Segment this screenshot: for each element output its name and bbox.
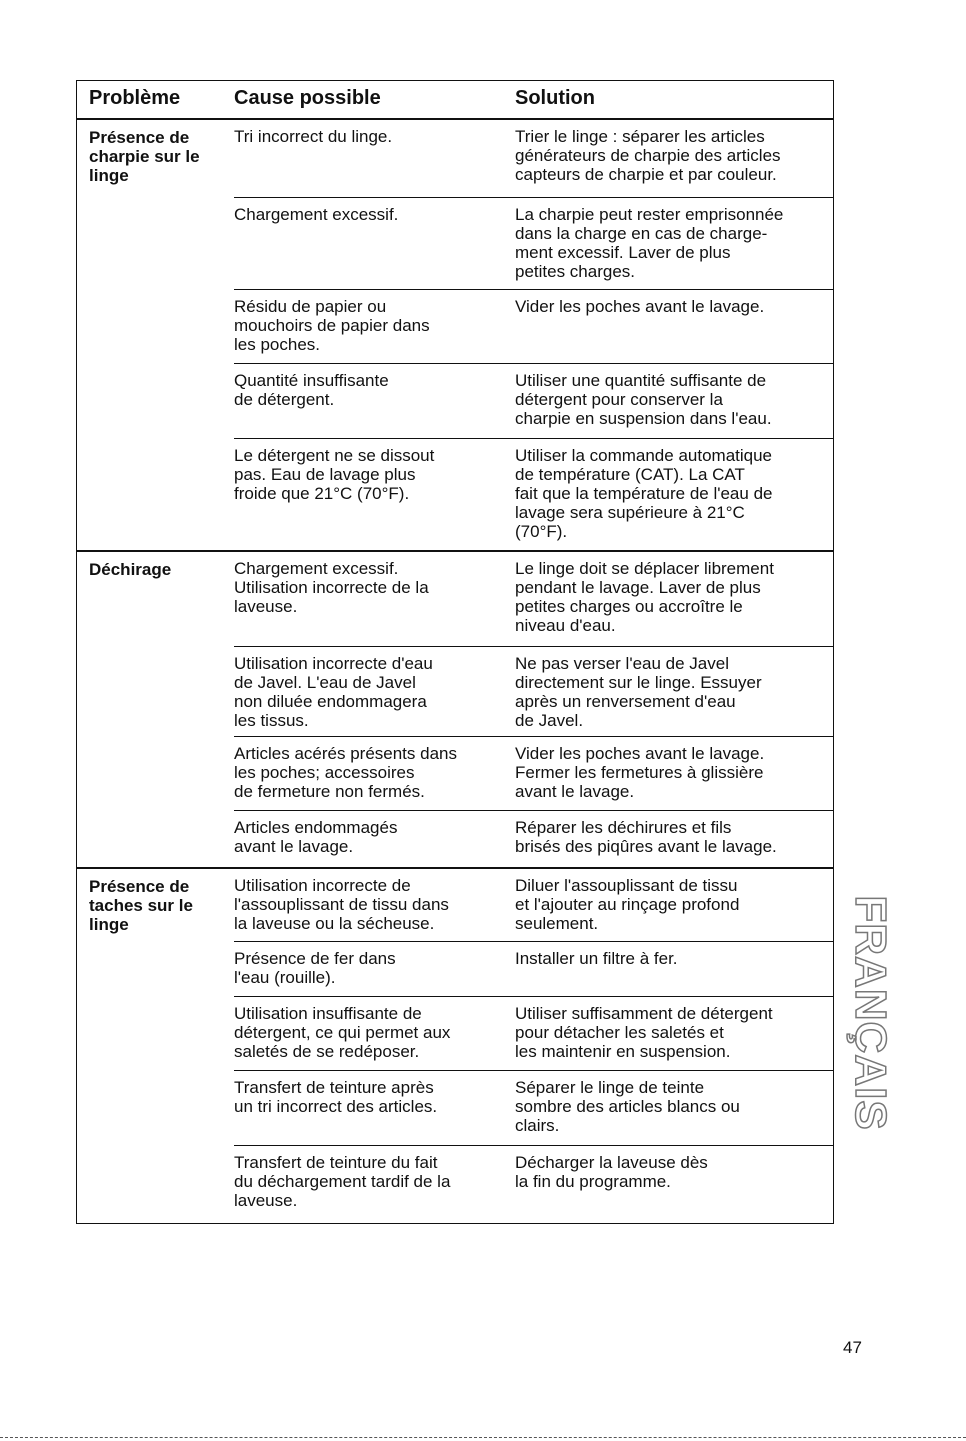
- problem-label: Déchirage: [89, 560, 172, 579]
- table-row: [234, 736, 834, 810]
- table-row: [234, 197, 834, 289]
- table-row: [234, 1070, 834, 1145]
- section-dechirage: [77, 552, 833, 869]
- table-row: [234, 1145, 834, 1223]
- table-header: [77, 81, 833, 120]
- cause-cell: Transfert de teinture du fait du déchargement tardif de la laveuse.: [234, 1153, 451, 1210]
- problem-label: Présence de charpie sur le linge: [89, 128, 200, 185]
- cause-cell: Articles endommagés avant le lavage.: [234, 818, 398, 856]
- solution-cell: Vider les poches avant le lavage. Fermer les fermetures à glissière avant le lavage.: [515, 744, 765, 801]
- solution-cell: Réparer les déchirures et fils brisés des piqûres avant le lavage.: [515, 818, 777, 856]
- cause-cell: Articles acérés présents dans les poches; accessoires de fermeture non fermés.: [234, 744, 457, 801]
- table-row: [234, 363, 834, 438]
- table-row: [234, 646, 834, 736]
- bottom-rule: [0, 1437, 966, 1438]
- language-side-label: [836, 887, 904, 1139]
- table-row: [234, 996, 834, 1070]
- solution-cell: Vider les poches avant le lavage.: [515, 297, 765, 316]
- cause-cell: Utilisation insuffisante de détergent, ce qui permet aux saletés de se redéposer.: [234, 1004, 451, 1061]
- solution-cell: Séparer le linge de teinte sombre des articles blancs ou clairs.: [515, 1078, 740, 1135]
- table-row: [234, 869, 834, 941]
- table-row: [234, 120, 834, 197]
- cause-cell: Quantité insuffisante de détergent.: [234, 371, 389, 409]
- solution-cell: Utiliser une quantité suffisante de détergent pour conserver la charpie en suspension dans l'eau.: [515, 371, 772, 428]
- table-row: [234, 438, 834, 550]
- table-row: [234, 289, 834, 363]
- cause-cell: Le détergent ne se dissout pas. Eau de lavage plus froide que 21°C (70°F).: [234, 446, 435, 503]
- solution-cell: Trier le linge : séparer les articles générateurs de charpie des articles capteurs de charpie et par couleur.: [515, 127, 781, 184]
- cause-cell: Présence de fer dans l'eau (rouille).: [234, 949, 396, 987]
- table-row: [234, 552, 834, 646]
- cause-cell: Chargement excessif.: [234, 205, 399, 224]
- table-row: [234, 810, 834, 867]
- solution-cell: Le linge doit se déplacer librement pendant le lavage. Laver de plus petites charges ou accroître le niveau d'eau.: [515, 559, 774, 635]
- table-row: [234, 941, 834, 996]
- cause-cell: Utilisation incorrecte de l'assouplissant de tissu dans la laveuse ou la sécheuse.: [234, 876, 449, 933]
- cause-cell: Transfert de teinture après un tri incorrect des articles.: [234, 1078, 438, 1116]
- cause-cell: Tri incorrect du linge.: [234, 127, 393, 146]
- header-cause: Cause possible: [234, 87, 381, 109]
- header-probleme: Problème: [89, 87, 181, 109]
- section-taches: [77, 869, 833, 1223]
- solution-cell: La charpie peut rester emprisonnée dans la charge en cas de charge- ment excessif. Laver de plus petites charges.: [515, 205, 784, 281]
- page-number: 47: [843, 1338, 862, 1357]
- language-side-label-text: FRANÇAIS: [846, 895, 895, 1131]
- cause-cell: Utilisation incorrecte d'eau de Javel. L'eau de Javel non diluée endommagera les tissus.: [234, 654, 433, 730]
- solution-cell: Ne pas verser l'eau de Javel directement sur le linge. Essuyer après un renversement d'eau de Javel.: [515, 654, 762, 730]
- solution-cell: Diluer l'assouplissant de tissu et l'ajouter au rinçage profond seulement.: [515, 876, 740, 933]
- section-charpie: [77, 120, 833, 552]
- solution-cell: Utiliser la commande automatique de température (CAT). La CAT fait que la température de l'eau de lavage sera supérieure à 21°C (70°F).: [515, 446, 773, 541]
- problem-label: Présence de taches sur le linge: [89, 877, 193, 934]
- cause-cell: Résidu de papier ou mouchoirs de papier dans les poches.: [234, 297, 430, 354]
- header-solution: Solution: [515, 87, 595, 109]
- solution-cell: Utiliser suffisamment de détergent pour détacher les saletés et les maintenir en suspension.: [515, 1004, 773, 1061]
- cause-cell: Chargement excessif. Utilisation incorrecte de la laveuse.: [234, 559, 429, 616]
- solution-cell: Installer un filtre à fer.: [515, 949, 678, 968]
- troubleshooting-table: [76, 80, 834, 1224]
- solution-cell: Décharger la laveuse dès la fin du programme.: [515, 1153, 708, 1191]
